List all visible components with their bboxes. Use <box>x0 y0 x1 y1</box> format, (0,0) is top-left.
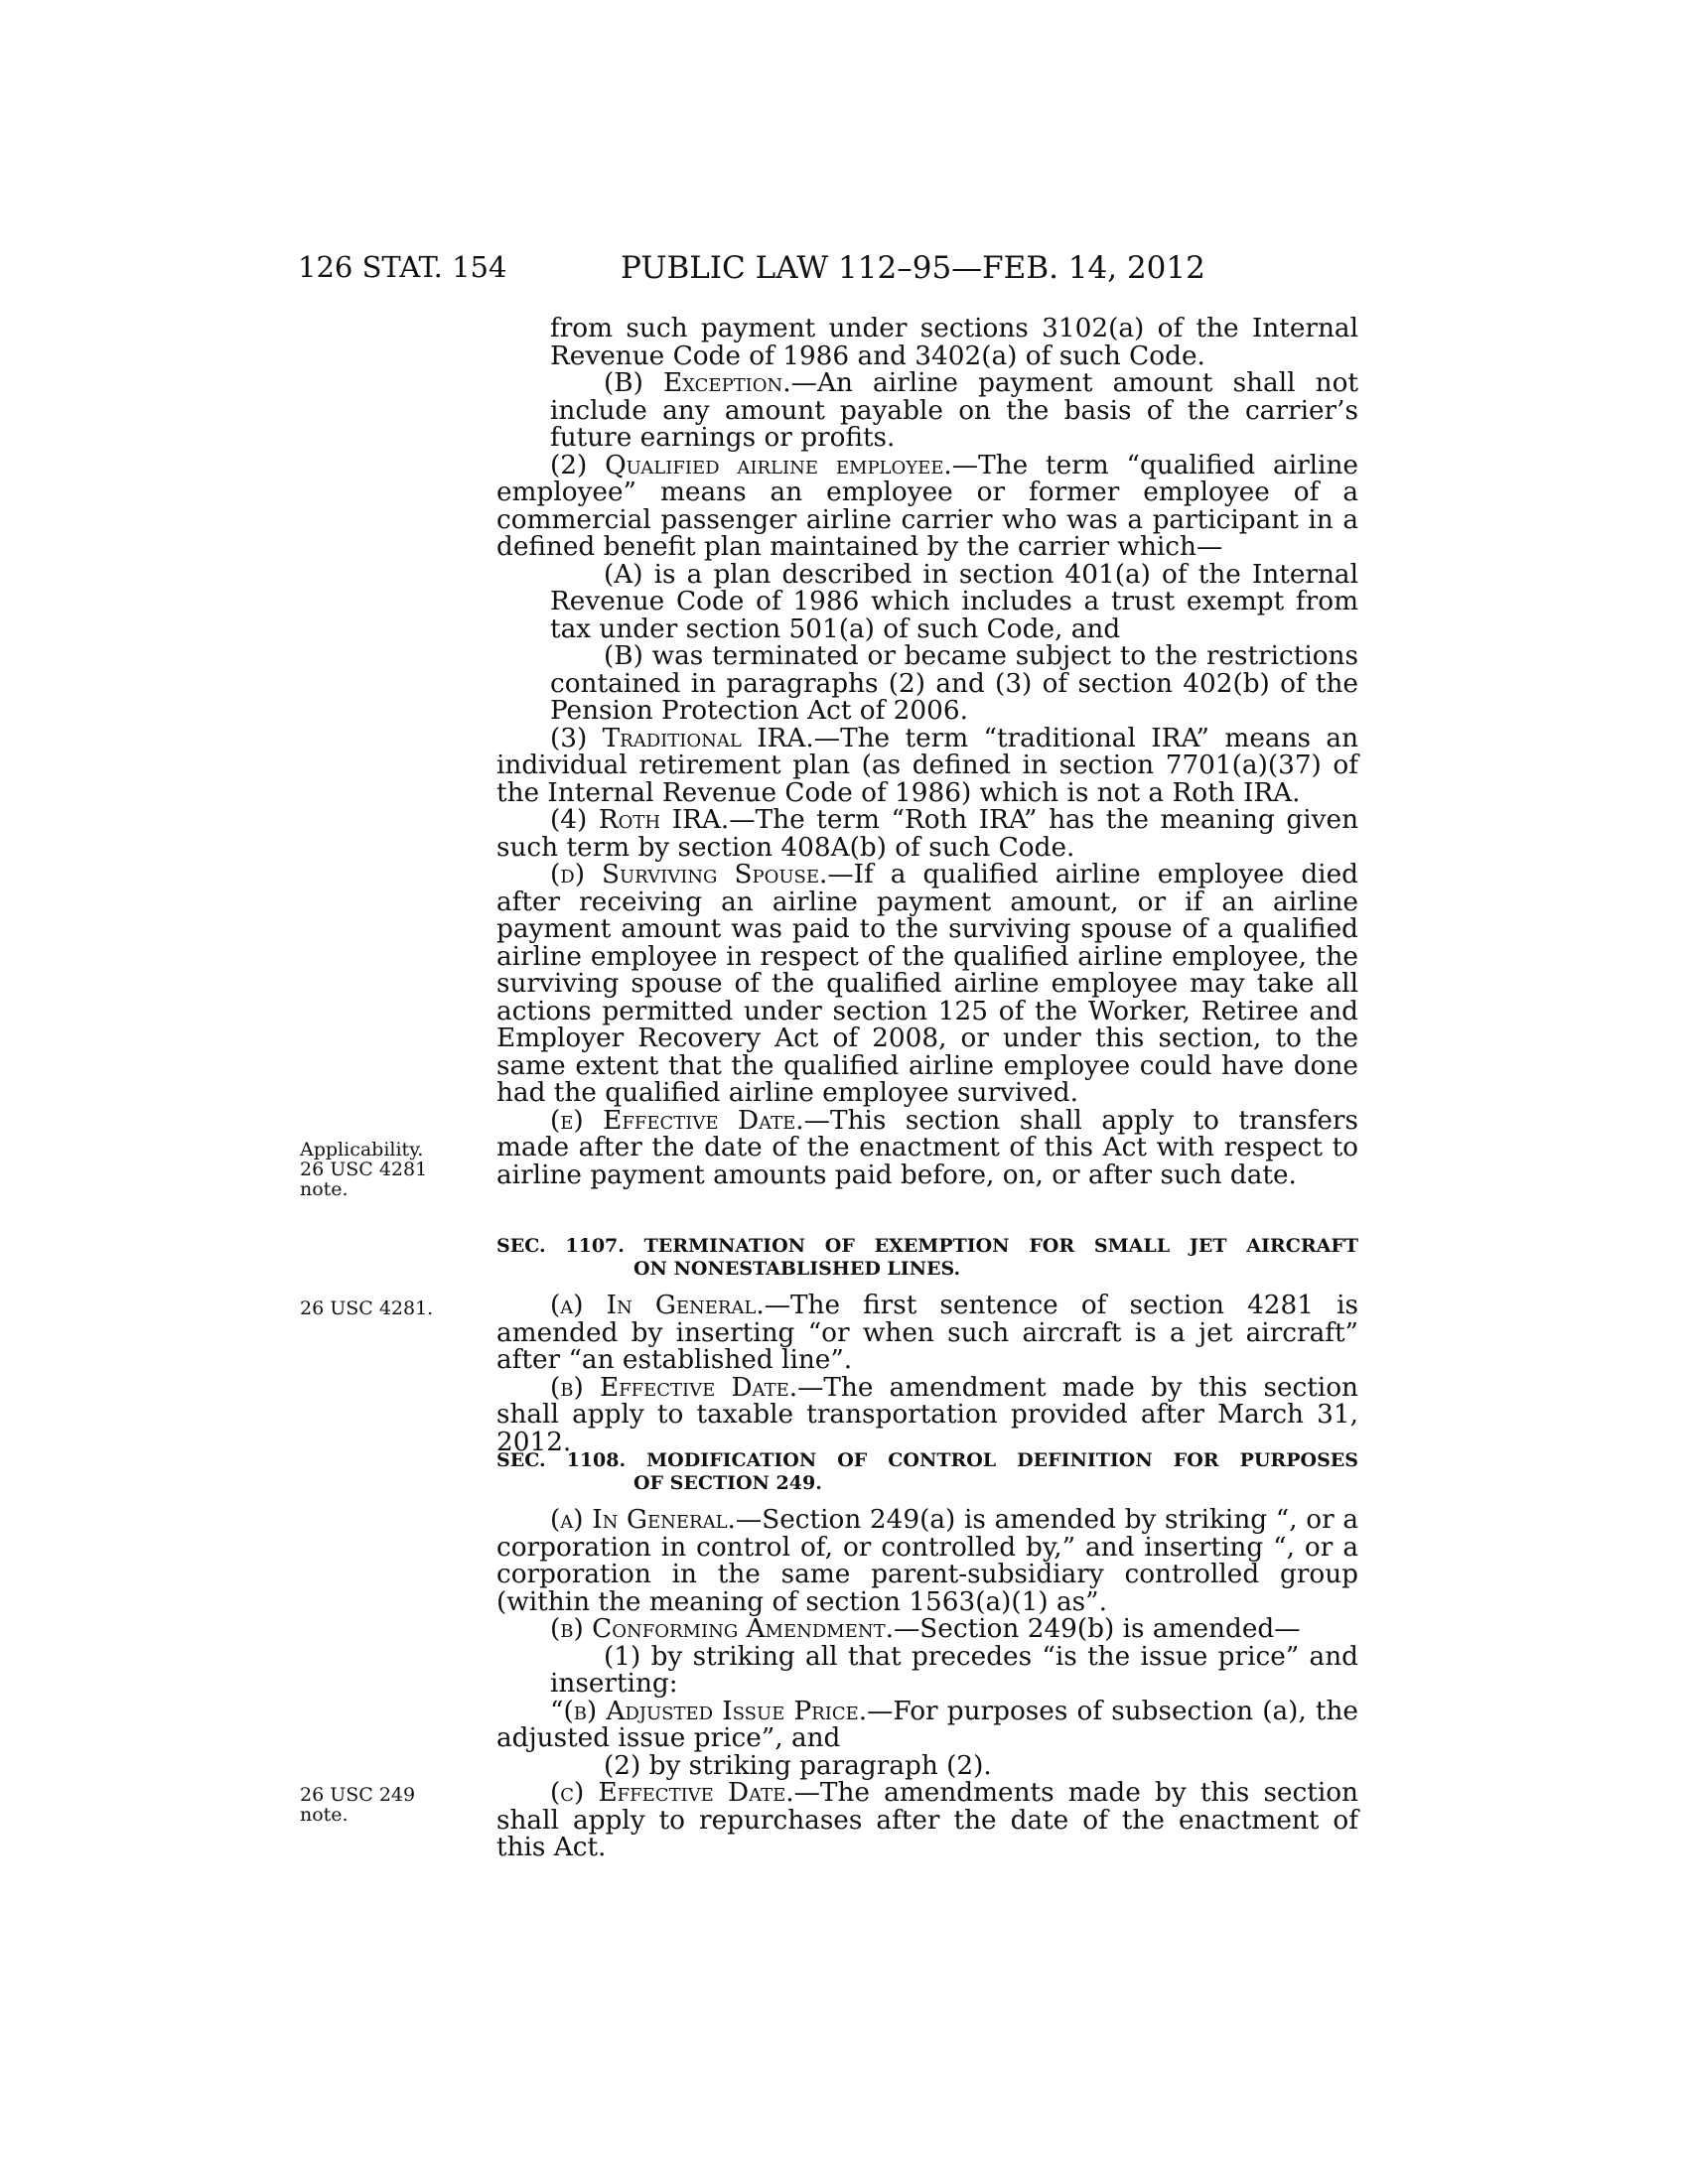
subsection-text: —If a qualified airline employee died after receiving an airline payment amount, or if an airline payment amount was paid to the surviving spouse of a qualified airline employee in respect of the qualified airline employee, the surviving spouse of the qualified airline employee may take all actions permitted under section 125 of the Worker, Retiree and Employer Recovery Act of 2008, or under this section, to the same extent that the qualified airline employee could have done had the qualified airline employee survived. <box>496 860 1358 1108</box>
margin-note-usc-4281: 26 USC 4281. <box>300 1297 434 1319</box>
subsection-surviving-spouse <box>496 862 1358 1108</box>
subsection-text: —The amendments made by this section shall apply to repurchases after the date of the enactment of this Act. <box>496 1778 1358 1862</box>
quoted-body: —For purposes of subsection (a), the adjusted issue price”, and <box>496 1696 1358 1753</box>
subparagraph-text: —An airline payment amount shall not include any amount payable on the basis of the carrier’s future earnings or profits. <box>550 368 1358 453</box>
page-header <box>0 250 1688 290</box>
paragraph-heading: (2) Qualified airline employee. <box>550 450 952 480</box>
statute-page-number: 126 STAT. 154 <box>298 250 507 284</box>
quoted-heading: “(b) Adjusted Issue Price. <box>550 1696 868 1726</box>
subsection-heading: (a) In General. <box>550 1291 765 1320</box>
section-1107-body <box>496 1293 1358 1456</box>
paragraph-heading: (3) Traditional IRA. <box>550 723 814 753</box>
subsection-heading: (c) Effective Date. <box>550 1778 794 1808</box>
paragraph-2: (2) by striking paragraph (2). <box>604 1750 992 1781</box>
section-1108-body <box>496 1507 1358 1862</box>
subsection-text: —Section 249(b) is amended— <box>894 1614 1301 1644</box>
paragraph-text: —The term “Roth IRA” has the meaning given such term by section 408A(b) of such Code. <box>496 805 1359 863</box>
paragraph-qualified-employee <box>496 450 1358 562</box>
paragraph-text: —The term “traditional IRA” means an individual retirement plan (as defined in section 7701(a)(37) of the Internal Revenue Code of 1986) which is not a Roth IRA. <box>496 723 1358 808</box>
paragraph-exception <box>496 370 1358 453</box>
paragraph-continuation: from such payment under sections 3102(a) of the Internal Revenue Code of 1986 and 3402(a) of such Code. <box>550 314 1358 371</box>
paragraph-text: —The term “qualified airline employee” means an employee or former employee of a commercial passenger airline carrier who was a participant in a defined benefit plan maintained by the carrier which— <box>496 450 1358 562</box>
subsection-heading: (e) Effective Date. <box>550 1105 804 1136</box>
section-1108-heading <box>496 1449 1358 1495</box>
paragraph-1: (1) by striking all that precedes “is the issue price” and inserting: <box>550 1641 1358 1699</box>
margin-note-line: note. <box>300 1178 349 1200</box>
subsection-in-general <box>496 1293 1358 1375</box>
subsection-effective-date <box>496 1372 1358 1457</box>
subparagraph-b: (B) was terminated or became subject to the restrictions contained in paragraphs (2) and (3) of section 402(b) of the Pension Protection Act of 2006. <box>550 641 1358 726</box>
running-title: PUBLIC LAW 112–95—FEB. 14, 2012 <box>621 250 1205 286</box>
quoted-text <box>496 1696 1358 1753</box>
subsection-in-general <box>496 1507 1358 1616</box>
margin-note-line: Applicability. <box>300 1139 424 1160</box>
subsection-effective-date <box>496 1105 1358 1190</box>
subsection-heading: (a) In General. <box>550 1505 736 1535</box>
subparagraph-a: (A) is a plan described in section 401(a) of the Internal Revenue Code of 1986 which includes a trust exempt from tax under section 501(a) of such Code, and <box>550 559 1358 644</box>
subsection-text: —The first sentence of section 4281 is amended by inserting “or when such aircraft is a jet aircraft” after “an established line”. <box>496 1291 1358 1375</box>
subsection-text: —The amendment made by this section shall apply to taxable transportation provided after March 31, 2012. <box>496 1372 1358 1457</box>
body-text-block-1 <box>496 316 1358 1189</box>
paragraph-heading: (4) Roth IRA. <box>550 805 730 835</box>
paragraph-traditional-ira <box>496 723 1358 808</box>
subsection-effective-date <box>496 1780 1358 1862</box>
section-heading-line: SEC. 1107. TERMINATION OF EXEMPTION FOR SMALL JET AIRCRAFT <box>496 1235 1358 1257</box>
section-heading-line: ON NONESTABLISHED LINES. <box>633 1258 961 1280</box>
subsection-conforming-amendment <box>496 1616 1358 1644</box>
subsection-heading: (b) Conforming Amendment. <box>550 1614 894 1644</box>
margin-note-applicability <box>300 1140 469 1199</box>
subparagraph-heading: (B) Exception. <box>604 368 791 398</box>
subsection-text: —This section shall apply to transfers made after the date of the enactment of this Act with respect to airline payment amounts paid before, on, or after such date. <box>496 1105 1358 1190</box>
section-heading-line: SEC. 1108. MODIFICATION OF CONTROL DEFINITION FOR PURPOSES <box>496 1449 1358 1471</box>
section-heading-line: OF SECTION 249. <box>633 1472 822 1494</box>
section-1107-heading <box>496 1235 1358 1281</box>
paragraph-roth-ira <box>496 807 1358 862</box>
subsection-text: —Section 249(a) is amended by striking “, or a corporation in control of, or controlled by,” and inserting “, or a corporation in the same parent-subsidiary controlled group (within the meaning of section 1563(a)(1) as”. <box>496 1505 1358 1617</box>
margin-note-usc-249: 26 USC 249 note. <box>300 1784 416 1826</box>
subsection-heading: (d) Surviving Spouse. <box>550 860 828 889</box>
subsection-heading: (b) Effective Date. <box>550 1372 798 1403</box>
margin-note-line: 26 USC 4281 <box>300 1159 428 1180</box>
